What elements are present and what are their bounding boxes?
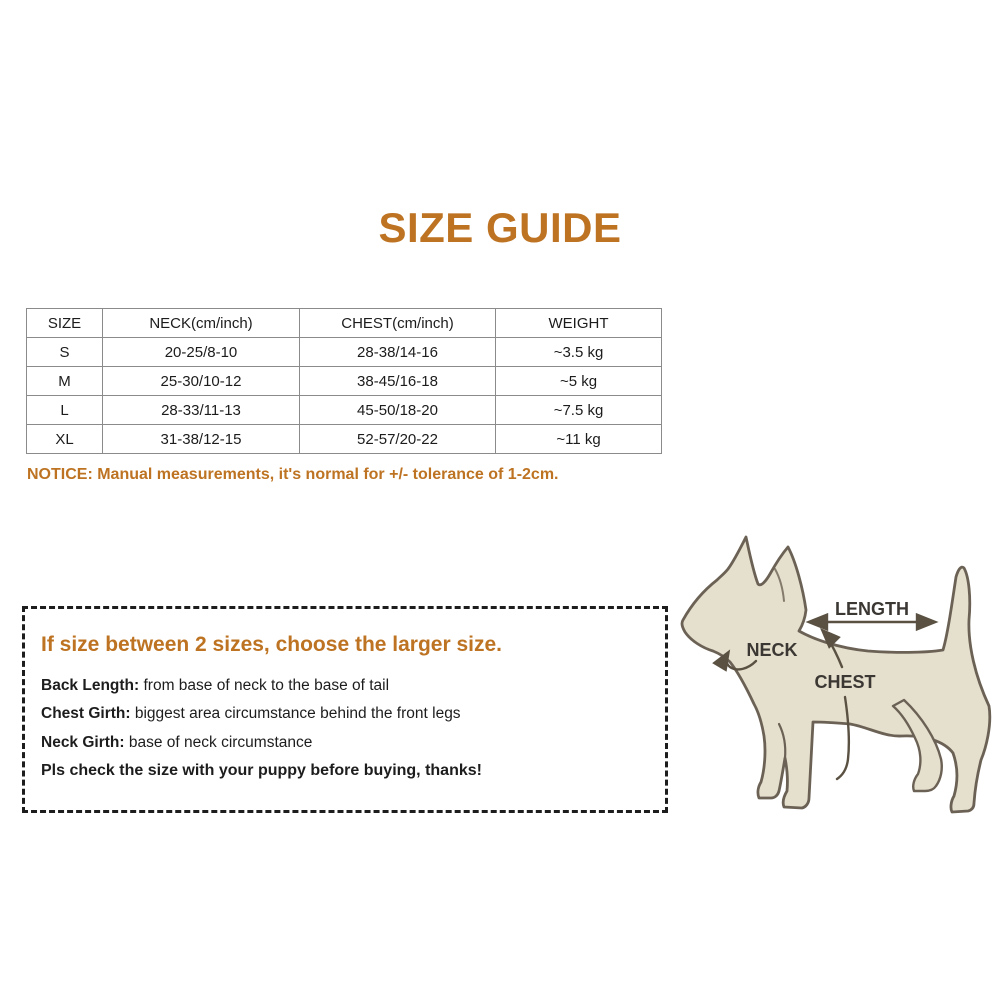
dog-diagram-svg <box>672 520 1000 830</box>
tip-neck-girth <box>41 732 312 754</box>
size-table <box>26 308 662 454</box>
chest-label: CHEST <box>814 672 876 692</box>
cell-weight: ~7.5 kg <box>496 396 662 425</box>
tip-label: Neck Girth: <box>41 734 125 751</box>
cell-chest: 45-50/18-20 <box>300 396 496 425</box>
length-label: LENGTH <box>835 599 909 619</box>
cell-neck: 25-30/10-12 <box>103 367 300 396</box>
dog-measurement-diagram <box>672 520 1000 830</box>
column-header-size: SIZE <box>27 309 103 338</box>
cell-neck: 28-33/11-13 <box>103 396 300 425</box>
cell-size: XL <box>27 425 103 454</box>
cell-size: L <box>27 396 103 425</box>
notice-text: NOTICE: Manual measurements, it's normal for +/- tolerance of 1-2cm. <box>27 466 559 483</box>
tip-label: Back Length: <box>41 677 140 694</box>
tips-footer: Pls check the size with your puppy before buying, thanks! <box>41 762 482 779</box>
tips-box <box>22 606 668 813</box>
tip-chest-girth <box>41 703 461 725</box>
tip-text: from base of neck to the base of tail <box>139 677 390 694</box>
cell-neck: 20-25/8-10 <box>103 338 300 367</box>
column-header-neck: NECK(cm/inch) <box>103 309 300 338</box>
column-header-weight: WEIGHT <box>496 309 662 338</box>
table-header-row <box>27 309 662 338</box>
cell-weight: ~3.5 kg <box>496 338 662 367</box>
tips-headline: If size between 2 sizes, choose the larger size. <box>41 633 503 656</box>
tip-back-length <box>41 675 389 697</box>
cell-neck: 31-38/12-15 <box>103 425 300 454</box>
column-header-chest: CHEST(cm/inch) <box>300 309 496 338</box>
tip-text: base of neck circumstance <box>124 734 313 751</box>
cell-size: S <box>27 338 103 367</box>
table-row-l <box>27 396 662 425</box>
table-row-xl <box>27 425 662 454</box>
table-row-m <box>27 367 662 396</box>
tip-text: biggest area circumstance behind the front legs <box>130 705 461 722</box>
cell-chest: 28-38/14-16 <box>300 338 496 367</box>
table-row-s <box>27 338 662 367</box>
cell-chest: 52-57/20-22 <box>300 425 496 454</box>
cell-chest: 38-45/16-18 <box>300 367 496 396</box>
cell-size: M <box>27 367 103 396</box>
neck-label: NECK <box>746 640 798 660</box>
page-title: SIZE GUIDE <box>378 204 622 251</box>
cell-weight: ~5 kg <box>496 367 662 396</box>
tip-label: Chest Girth: <box>41 705 131 722</box>
cell-weight: ~11 kg <box>496 425 662 454</box>
